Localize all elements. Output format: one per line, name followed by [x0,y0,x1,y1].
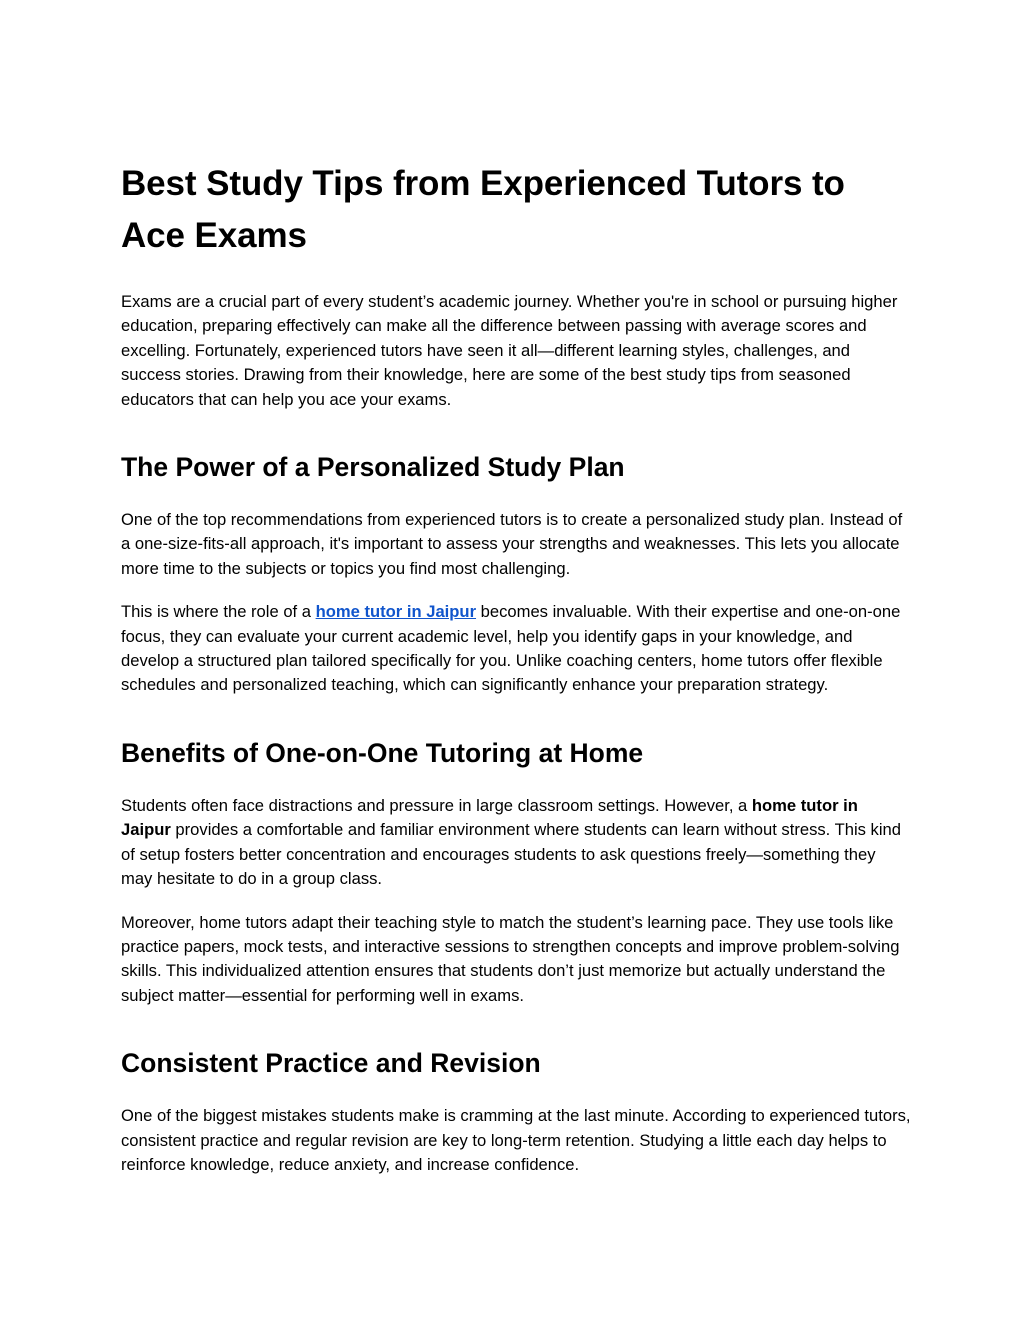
personalized-plan-paragraph-1: One of the top recommendations from experienced tutors is to create a personalized study plan. Instead of a one-size-fits-all approach, it's important to assess your strengths and weaknesses. This lets you allocate more time to the subjects or topics you find most challenging. [121,510,903,578]
section-heading-practice-revision: Consistent Practice and Revision [121,1048,541,1079]
one-on-one-paragraph-2: Moreover, home tutors adapt their teaching style to match the student’s learning pace. They use tools like practice papers, mock tests, and interactive sessions to strengthen concepts and improve problem-solving skills. This individualized attention ensures that students don’t just memorize but actually understand the subject matter—essential for performing well in exams. [121,912,900,1005]
paragraph-text: Students often face distractions and pressure in large classroom settings. However, a [121,795,752,815]
intro-paragraph: Exams are a crucial part of every student’s academic journey. Whether you're in school or pursuing higher education, preparing effectively can make all the difference between passing with average scores and excelling. Fortunately, experienced tutors have seen it all—different learning styles, challenges, and success stories. Drawing from their knowledge, here are some of the best study tips from seasoned educators that can help you ace your exams. [121,292,898,409]
one-on-one-paragraph-1 [121,794,911,892]
practice-revision-paragraph-1: One of the biggest mistakes students make is cramming at the last minute. According to experienced tutors, consistent practice and regular revision are key to long-term retention. Studying a little each day helps to reinforce knowledge, reduce anxiety, and increase confidence. [121,1106,911,1174]
bold-keyword: home tutor in Jaipur [121,795,858,840]
paragraph-text: becomes invaluable. With their expertise and one-on-one focus, they can evaluate your current academic level, help you identify gaps in your knowledge, and develop a structured plan tailored specifically for you. Unlike coaching centers, home tutors offer flexible schedules and personalized teaching, which can significantly enhance your preparation strategy. [121,602,901,695]
section-heading-personalized-plan: The Power of a Personalized Study Plan [121,452,625,483]
paragraph-text: provides a comfortable and familiar environment where students can learn without stress. This kind of setup fosters better concentration and encourages students to ask questions freely—something they may hesitate to do in a group class. [121,820,901,889]
paragraph-text: This is where the role of a [121,602,316,622]
home-tutor-jaipur-link[interactable]: home tutor in Jaipur [315,602,477,622]
document-title: Best Study Tips from Experienced Tutors to Ace Exams [121,164,845,255]
document-page [121,158,911,1196]
personalized-plan-paragraph-2 [121,600,911,698]
section-heading-one-on-one: Benefits of One-on-One Tutoring at Home [121,737,644,768]
